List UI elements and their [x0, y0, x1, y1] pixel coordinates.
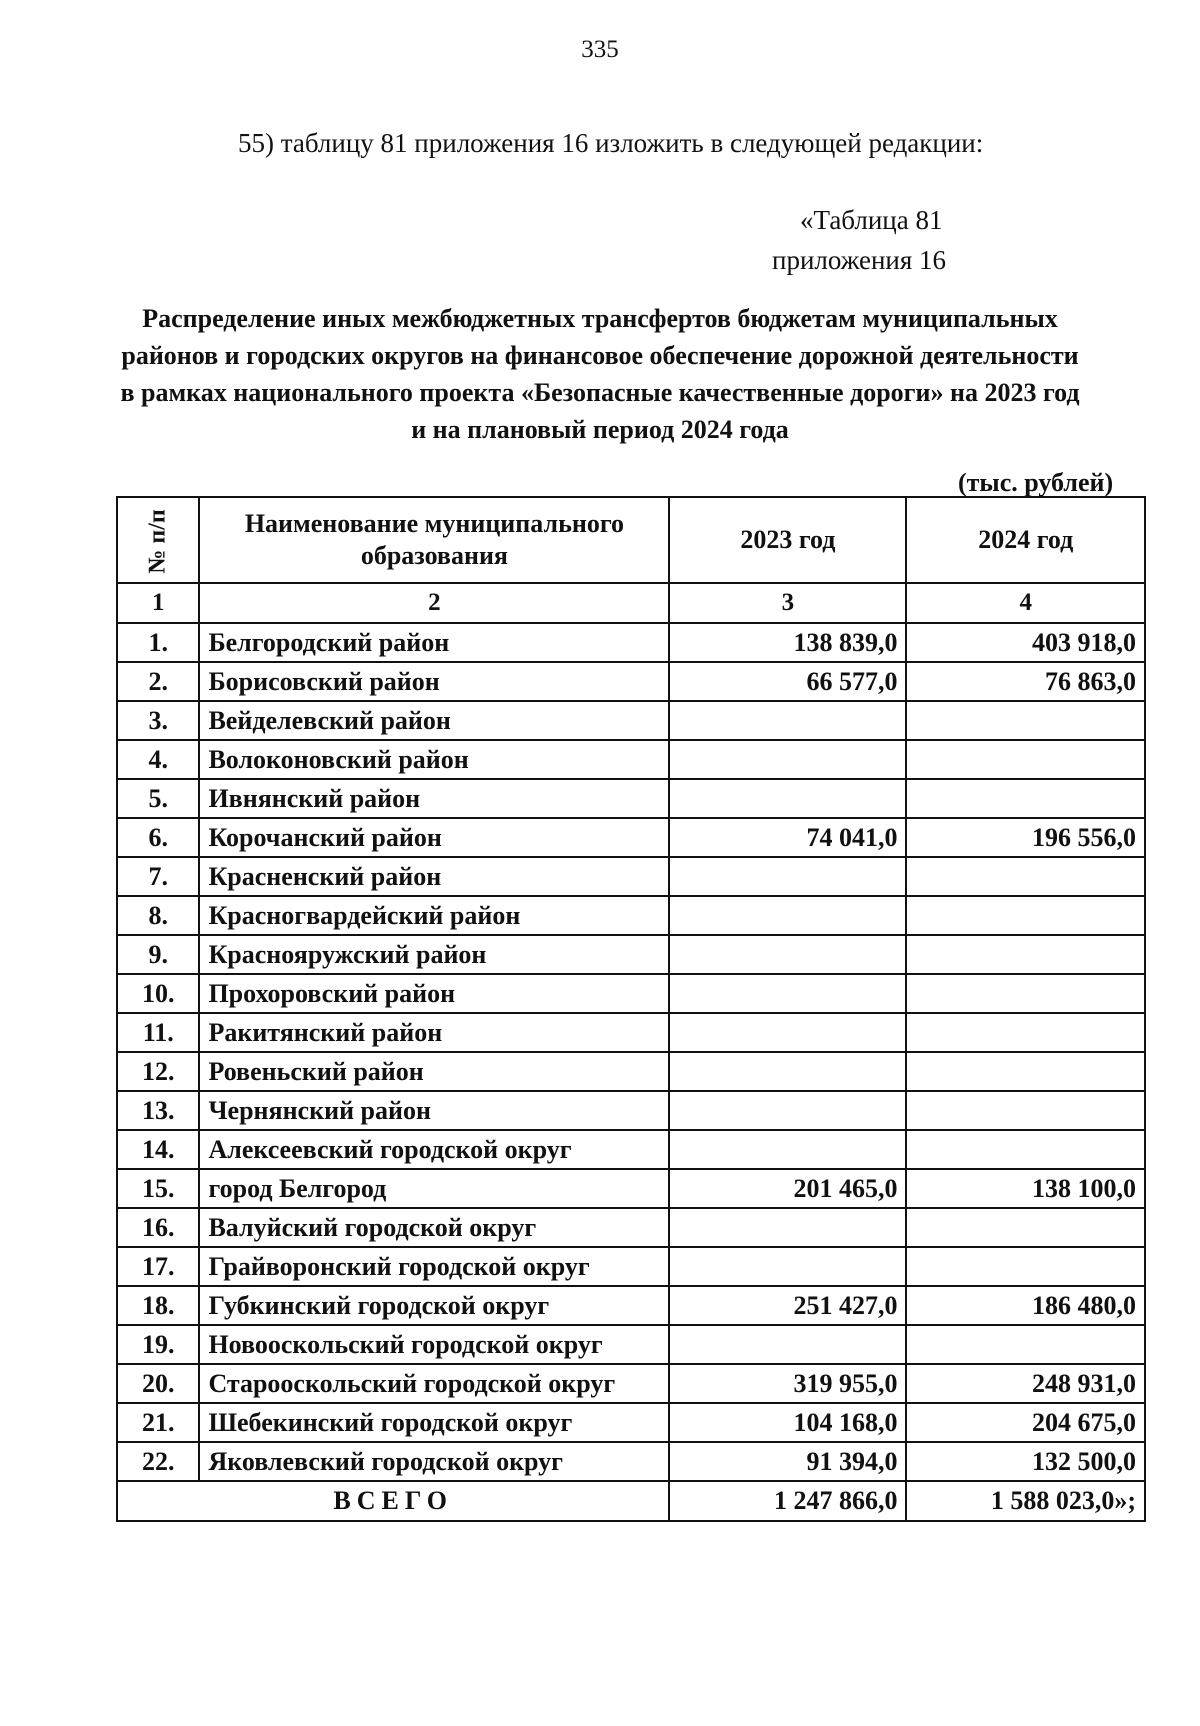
table-row: [117, 662, 1145, 701]
value-2024: [906, 857, 1145, 896]
table-row: [117, 1169, 1145, 1208]
value-2024: 248 931,0: [906, 1364, 1145, 1403]
value-2023: 201 465,0: [669, 1169, 906, 1208]
value-2024: [906, 779, 1145, 818]
municipality-name: Алексеевский городской округ: [199, 1130, 669, 1169]
value-2024: 403 918,0: [906, 623, 1145, 662]
value-2024: [906, 1130, 1145, 1169]
municipality-name: Вейделевский район: [199, 701, 669, 740]
value-2023: [669, 1130, 906, 1169]
value-2024: 138 100,0: [906, 1169, 1145, 1208]
row-number: 18.: [117, 1286, 199, 1325]
header-name: Наименование муниципального образования: [199, 497, 669, 583]
value-2024: [906, 1325, 1145, 1364]
value-2024: [906, 896, 1145, 935]
table-row: [117, 701, 1145, 740]
value-2024: [906, 1052, 1145, 1091]
municipality-name: город Белгород: [199, 1169, 669, 1208]
value-2023: [669, 1052, 906, 1091]
value-2023: [669, 1208, 906, 1247]
municipality-name: Ровеньский район: [199, 1052, 669, 1091]
row-number: 22.: [117, 1442, 199, 1481]
value-2023: [669, 740, 906, 779]
municipality-name: Красненский район: [199, 857, 669, 896]
row-number: 4.: [117, 740, 199, 779]
intro-paragraph: 55) таблицу 81 приложения 16 изложить в следующей редакции:: [238, 128, 984, 158]
row-number: 21.: [117, 1403, 199, 1442]
value-2023: [669, 857, 906, 896]
page-number: 335: [581, 36, 619, 63]
row-number: 9.: [117, 935, 199, 974]
municipality-name: Губкинский городской округ: [199, 1286, 669, 1325]
table-row: [117, 1364, 1145, 1403]
row-number: 15.: [117, 1169, 199, 1208]
table-row: [117, 623, 1145, 662]
table-row: [117, 1208, 1145, 1247]
header-num-label: № п/п: [144, 509, 171, 574]
value-2024: 196 556,0: [906, 818, 1145, 857]
column-number: 4: [906, 583, 1145, 623]
header-2024: 2024 год: [906, 497, 1145, 583]
municipality-name: Валуйский городской округ: [199, 1208, 669, 1247]
municipality-name: Белгородский район: [199, 623, 669, 662]
total-row: [117, 1481, 1145, 1521]
total-2024: 1 588 023,0»;: [906, 1481, 1145, 1521]
value-2023: [669, 974, 906, 1013]
value-2024: [906, 1091, 1145, 1130]
table-row: [117, 818, 1145, 857]
municipality-name: Новооскольский городской округ: [199, 1325, 669, 1364]
value-2024: [906, 1247, 1145, 1286]
table-row: [117, 1247, 1145, 1286]
value-2023: [669, 896, 906, 935]
value-2023: 74 041,0: [669, 818, 906, 857]
value-2023: 138 839,0: [669, 623, 906, 662]
row-number: 14.: [117, 1130, 199, 1169]
value-2023: 251 427,0: [669, 1286, 906, 1325]
value-2023: 104 168,0: [669, 1403, 906, 1442]
municipality-name: Ракитянский район: [199, 1013, 669, 1052]
column-number: 2: [199, 583, 669, 623]
column-number: 3: [669, 583, 906, 623]
value-2024: [906, 1013, 1145, 1052]
value-2023: 66 577,0: [669, 662, 906, 701]
table-row: [117, 1052, 1145, 1091]
row-number: 20.: [117, 1364, 199, 1403]
row-number: 10.: [117, 974, 199, 1013]
row-number: 2.: [117, 662, 199, 701]
value-2024: 76 863,0: [906, 662, 1145, 701]
table-row: [117, 1130, 1145, 1169]
row-number: 3.: [117, 701, 199, 740]
row-number: 5.: [117, 779, 199, 818]
table-row: [117, 974, 1145, 1013]
header-num: [117, 497, 199, 583]
value-2023: [669, 779, 906, 818]
value-2023: [669, 1091, 906, 1130]
municipality-name: Старооскольский городской округ: [199, 1364, 669, 1403]
municipality-name: Яковлевский городской округ: [199, 1442, 669, 1481]
value-2023: [669, 1247, 906, 1286]
total-label: ВСЕГО: [117, 1481, 669, 1521]
value-2023: [669, 1325, 906, 1364]
row-number: 7.: [117, 857, 199, 896]
column-number-row: [117, 583, 1145, 623]
distribution-table: [116, 496, 1146, 1522]
table-row: [117, 1286, 1145, 1325]
value-2024: [906, 701, 1145, 740]
value-2023: [669, 701, 906, 740]
caption-line-2: приложения 16: [772, 245, 947, 275]
table-row: [117, 896, 1145, 935]
municipality-name: Грайворонский городской округ: [199, 1247, 669, 1286]
value-2024: 186 480,0: [906, 1286, 1145, 1325]
table-row: [117, 1403, 1145, 1442]
value-2023: 91 394,0: [669, 1442, 906, 1481]
row-number: 17.: [117, 1247, 199, 1286]
row-number: 11.: [117, 1013, 199, 1052]
municipality-name: Прохоровский район: [199, 974, 669, 1013]
table-row: [117, 1013, 1145, 1052]
municipality-name: Шебекинский городской округ: [199, 1403, 669, 1442]
municipality-name: Борисовский район: [199, 662, 669, 701]
document-title: Распределение иных межбюджетных трансфертов бюджетам муниципальных районов и городских округов на финансовое обеспечение дорожной деятельности в рамках национального проекта «Безопасные качественные дороги» на 2023 год и на плановый период 2024 года: [120, 304, 1080, 444]
row-number: 8.: [117, 896, 199, 935]
table-row: [117, 1442, 1145, 1481]
column-number: 1: [117, 583, 199, 623]
value-2024: [906, 974, 1145, 1013]
value-2024: [906, 935, 1145, 974]
municipality-name: Чернянский район: [199, 1091, 669, 1130]
table-row: [117, 779, 1145, 818]
value-2023: [669, 1013, 906, 1052]
value-2024: [906, 1208, 1145, 1247]
units-label: (тыс. рублей): [958, 468, 1114, 497]
value-2023: [669, 935, 906, 974]
value-2024: [906, 740, 1145, 779]
table-row: [117, 935, 1145, 974]
municipality-name: Корочанский район: [199, 818, 669, 857]
total-2023: 1 247 866,0: [669, 1481, 906, 1521]
municipality-name: Ивнянский район: [199, 779, 669, 818]
municipality-name: Красногвардейский район: [199, 896, 669, 935]
municipality-name: Краснояружский район: [199, 935, 669, 974]
table-row: [117, 1091, 1145, 1130]
table-row: [117, 857, 1145, 896]
table-header-row: [117, 497, 1145, 583]
row-number: 13.: [117, 1091, 199, 1130]
header-2023: 2023 год: [669, 497, 906, 583]
caption-line-1: «Таблица 81: [800, 205, 943, 235]
table-row: [117, 740, 1145, 779]
row-number: 19.: [117, 1325, 199, 1364]
value-2023: 319 955,0: [669, 1364, 906, 1403]
table-caption: [772, 200, 947, 280]
table-row: [117, 1325, 1145, 1364]
row-number: 16.: [117, 1208, 199, 1247]
row-number: 12.: [117, 1052, 199, 1091]
municipality-name: Волоконовский район: [199, 740, 669, 779]
value-2024: 132 500,0: [906, 1442, 1145, 1481]
value-2024: 204 675,0: [906, 1403, 1145, 1442]
row-number: 6.: [117, 818, 199, 857]
row-number: 1.: [117, 623, 199, 662]
